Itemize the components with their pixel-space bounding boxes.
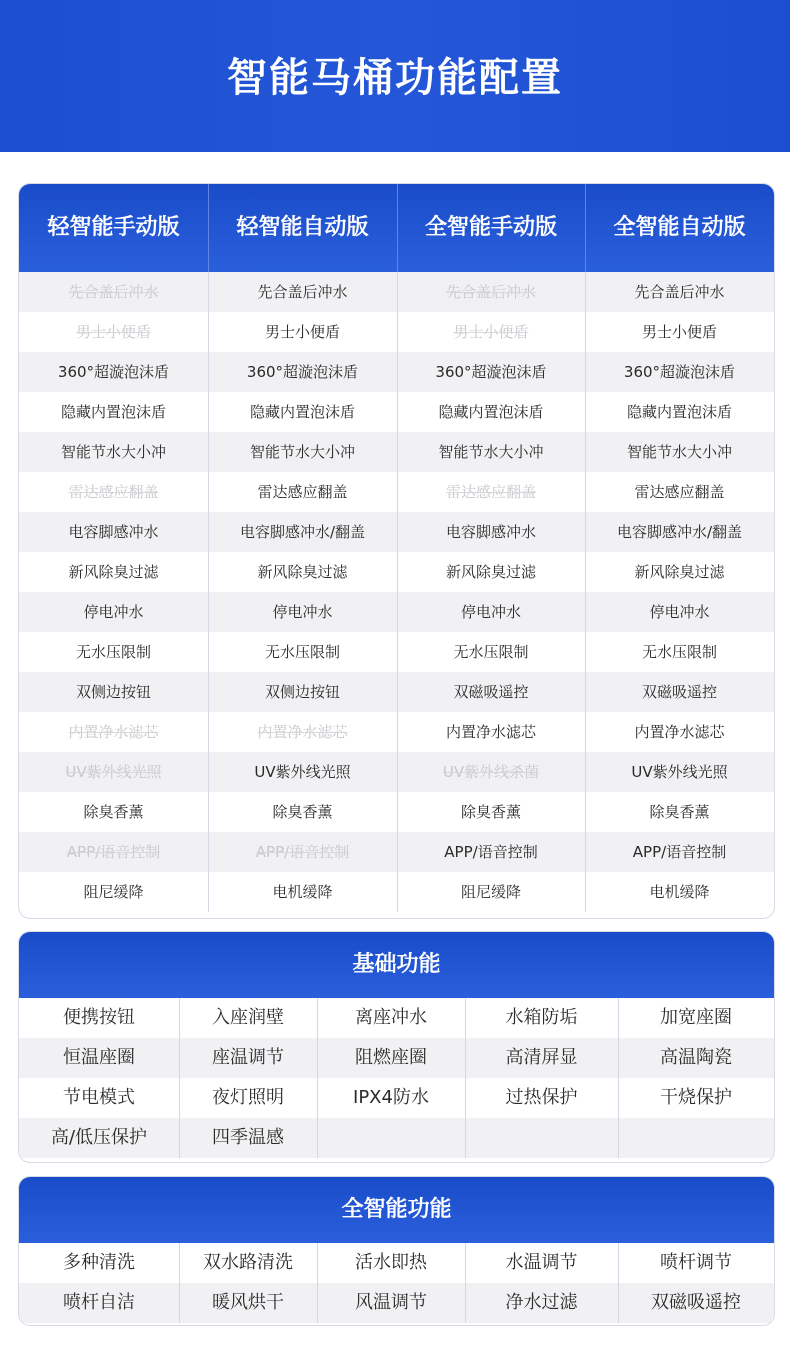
feature-included: 双侧边按钮 — [264, 683, 340, 701]
version-comparison-table — [18, 183, 775, 919]
feature-included: 内置净水滤芯 — [634, 723, 725, 741]
feature-item: 四季温感 — [212, 1127, 284, 1148]
feature-excluded: 雷达感应翻盖 — [445, 483, 536, 501]
feature-item: 节电模式 — [63, 1087, 135, 1108]
feature-included: 停电冲水 — [272, 603, 333, 621]
feature-included: 男士小便盾 — [641, 323, 717, 341]
column-divider — [179, 1243, 180, 1323]
feature-item: 高清屏显 — [505, 1047, 578, 1068]
feature-row — [19, 1118, 774, 1158]
table-header-row — [19, 184, 774, 272]
feature-included: APP/语音控制 — [444, 843, 538, 861]
feature-included: 智能节水大小冲 — [60, 443, 166, 461]
column-divider — [397, 272, 398, 912]
feature-included: 隐藏内置泡沫盾 — [438, 403, 544, 421]
feature-row — [19, 1078, 774, 1118]
feature-row — [19, 1283, 774, 1323]
feature-excluded: 内置净水滤芯 — [68, 723, 159, 741]
feature-included: 先合盖后冲水 — [257, 283, 348, 301]
feature-excluded: 男士小便盾 — [75, 323, 151, 341]
feature-included: 360°超漩泡沫盾 — [246, 363, 359, 381]
column-divider — [585, 184, 586, 272]
feature-included: 无水压限制 — [75, 643, 151, 661]
feature-item: 入座润壁 — [212, 1007, 284, 1028]
feature-included: 除臭香薰 — [272, 803, 333, 821]
column-divider — [208, 184, 209, 272]
feature-item: 恒温座圈 — [63, 1047, 135, 1068]
column-divider — [465, 1243, 466, 1323]
feature-item: 水温调节 — [505, 1252, 578, 1273]
feature-included: 停电冲水 — [649, 603, 710, 621]
feature-included: 除臭香薰 — [83, 803, 144, 821]
feature-included: 360°超漩泡沫盾 — [623, 363, 736, 381]
feature-excluded: 男士小便盾 — [453, 323, 529, 341]
feature-item: 活水即热 — [355, 1252, 427, 1273]
feature-included: 隐藏内置泡沫盾 — [60, 403, 166, 421]
column-header: 轻智能手动版 — [47, 215, 180, 240]
column-divider — [618, 1243, 619, 1323]
title-banner — [0, 0, 790, 152]
feature-included: 男士小便盾 — [264, 323, 340, 341]
feature-included: 阻尼缓降 — [83, 883, 144, 901]
basic-features-block — [18, 931, 775, 1163]
feature-included: UV紫外线光照 — [631, 763, 728, 781]
feature-item: 高/低压保护 — [50, 1127, 148, 1148]
column-header: 全智能自动版 — [613, 215, 746, 240]
feature-row — [19, 998, 774, 1038]
feature-item: 喷杆调节 — [660, 1252, 732, 1273]
feature-included: 360°超漩泡沫盾 — [435, 363, 547, 381]
feature-item: 水箱防垢 — [505, 1007, 578, 1028]
feature-item: 座温调节 — [212, 1047, 284, 1068]
feature-item: 暖风烘干 — [212, 1292, 284, 1313]
column-divider — [179, 998, 180, 1158]
feature-item: 加宽座圈 — [660, 1007, 732, 1028]
feature-included: 双磁吸遥控 — [453, 683, 529, 701]
feature-included: 除臭香薰 — [649, 803, 710, 821]
feature-excluded: 先合盖后冲水 — [445, 283, 536, 301]
column-divider — [585, 272, 586, 912]
feature-included: 阻尼缓降 — [460, 883, 521, 901]
column-divider — [465, 998, 466, 1158]
feature-item: 双磁吸遥控 — [651, 1292, 741, 1313]
feature-included: 双磁吸遥控 — [641, 683, 717, 701]
feature-item — [618, 1118, 774, 1158]
feature-item: 过热保护 — [505, 1087, 578, 1108]
feature-item: IPX4防水 — [353, 1087, 429, 1108]
feature-excluded: 内置净水滤芯 — [257, 723, 348, 741]
feature-included: 新风除臭过滤 — [445, 563, 536, 581]
feature-item: 阻燃座圈 — [355, 1047, 427, 1068]
feature-included: 智能节水大小冲 — [626, 443, 732, 461]
feature-excluded: APP/语音控制 — [255, 843, 350, 861]
feature-included: 电机缓降 — [272, 883, 333, 901]
feature-included: 电容脚感冲水/翻盖 — [239, 523, 366, 541]
feature-item: 净水过滤 — [505, 1292, 578, 1313]
feature-excluded: UV紫外线杀菌 — [442, 763, 540, 781]
feature-included: 先合盖后冲水 — [634, 283, 725, 301]
feature-included: 无水压限制 — [453, 643, 529, 661]
column-divider — [208, 272, 209, 912]
basic-features-title: 基础功能 — [19, 932, 774, 998]
feature-included: UV紫外线光照 — [254, 763, 351, 781]
feature-item — [317, 1118, 465, 1158]
feature-included: 隐藏内置泡沫盾 — [626, 403, 732, 421]
feature-item: 高温陶瓷 — [660, 1047, 732, 1068]
column-header: 轻智能自动版 — [236, 215, 369, 240]
feature-item: 夜灯照明 — [212, 1087, 284, 1108]
feature-item: 离座冲水 — [355, 1007, 427, 1028]
feature-item: 喷杆自洁 — [63, 1292, 135, 1313]
feature-included: 电容脚感冲水 — [445, 523, 536, 541]
feature-included: 雷达感应翻盖 — [634, 483, 725, 501]
feature-included: 智能节水大小冲 — [438, 443, 544, 461]
feature-included: APP/语音控制 — [632, 843, 727, 861]
feature-included: 新风除臭过滤 — [257, 563, 348, 581]
feature-included: 停电冲水 — [83, 603, 144, 621]
feature-item: 便携按钮 — [63, 1007, 135, 1028]
feature-included: 新风除臭过滤 — [68, 563, 159, 581]
column-divider — [317, 1243, 318, 1323]
feature-included: 无水压限制 — [264, 643, 340, 661]
feature-included: 电容脚感冲水 — [68, 523, 159, 541]
feature-item: 多种清洗 — [63, 1252, 135, 1273]
feature-included: 停电冲水 — [460, 603, 521, 621]
feature-included: 无水压限制 — [641, 643, 717, 661]
column-divider — [618, 998, 619, 1158]
feature-excluded: UV紫外线光照 — [65, 763, 162, 781]
feature-included: 双侧边按钮 — [75, 683, 151, 701]
feature-excluded: 雷达感应翻盖 — [68, 483, 159, 501]
feature-included: 360°超漩泡沫盾 — [57, 363, 170, 381]
feature-included: 电机缓降 — [649, 883, 710, 901]
feature-included: 新风除臭过滤 — [634, 563, 725, 581]
feature-item: 风温调节 — [355, 1292, 427, 1313]
feature-excluded: APP/语音控制 — [66, 843, 161, 861]
feature-item: 双水路清洗 — [203, 1252, 293, 1273]
column-divider — [397, 184, 398, 272]
feature-excluded: 先合盖后冲水 — [68, 283, 159, 301]
feature-included: 雷达感应翻盖 — [257, 483, 348, 501]
feature-included: 除臭香薰 — [460, 803, 521, 821]
smart-features-title: 全智能功能 — [19, 1177, 774, 1243]
column-divider — [317, 998, 318, 1158]
feature-included: 智能节水大小冲 — [249, 443, 355, 461]
feature-included: 电容脚感冲水/翻盖 — [616, 523, 743, 541]
feature-row — [19, 1243, 774, 1283]
page-title: 智能马桶功能配置 — [227, 55, 563, 101]
feature-row — [19, 1038, 774, 1078]
feature-item — [465, 1118, 618, 1158]
feature-included: 内置净水滤芯 — [445, 723, 536, 741]
feature-item: 干烧保护 — [660, 1087, 732, 1108]
feature-included: 隐藏内置泡沫盾 — [249, 403, 355, 421]
column-header: 全智能手动版 — [424, 215, 557, 240]
smart-features-block — [18, 1176, 775, 1326]
